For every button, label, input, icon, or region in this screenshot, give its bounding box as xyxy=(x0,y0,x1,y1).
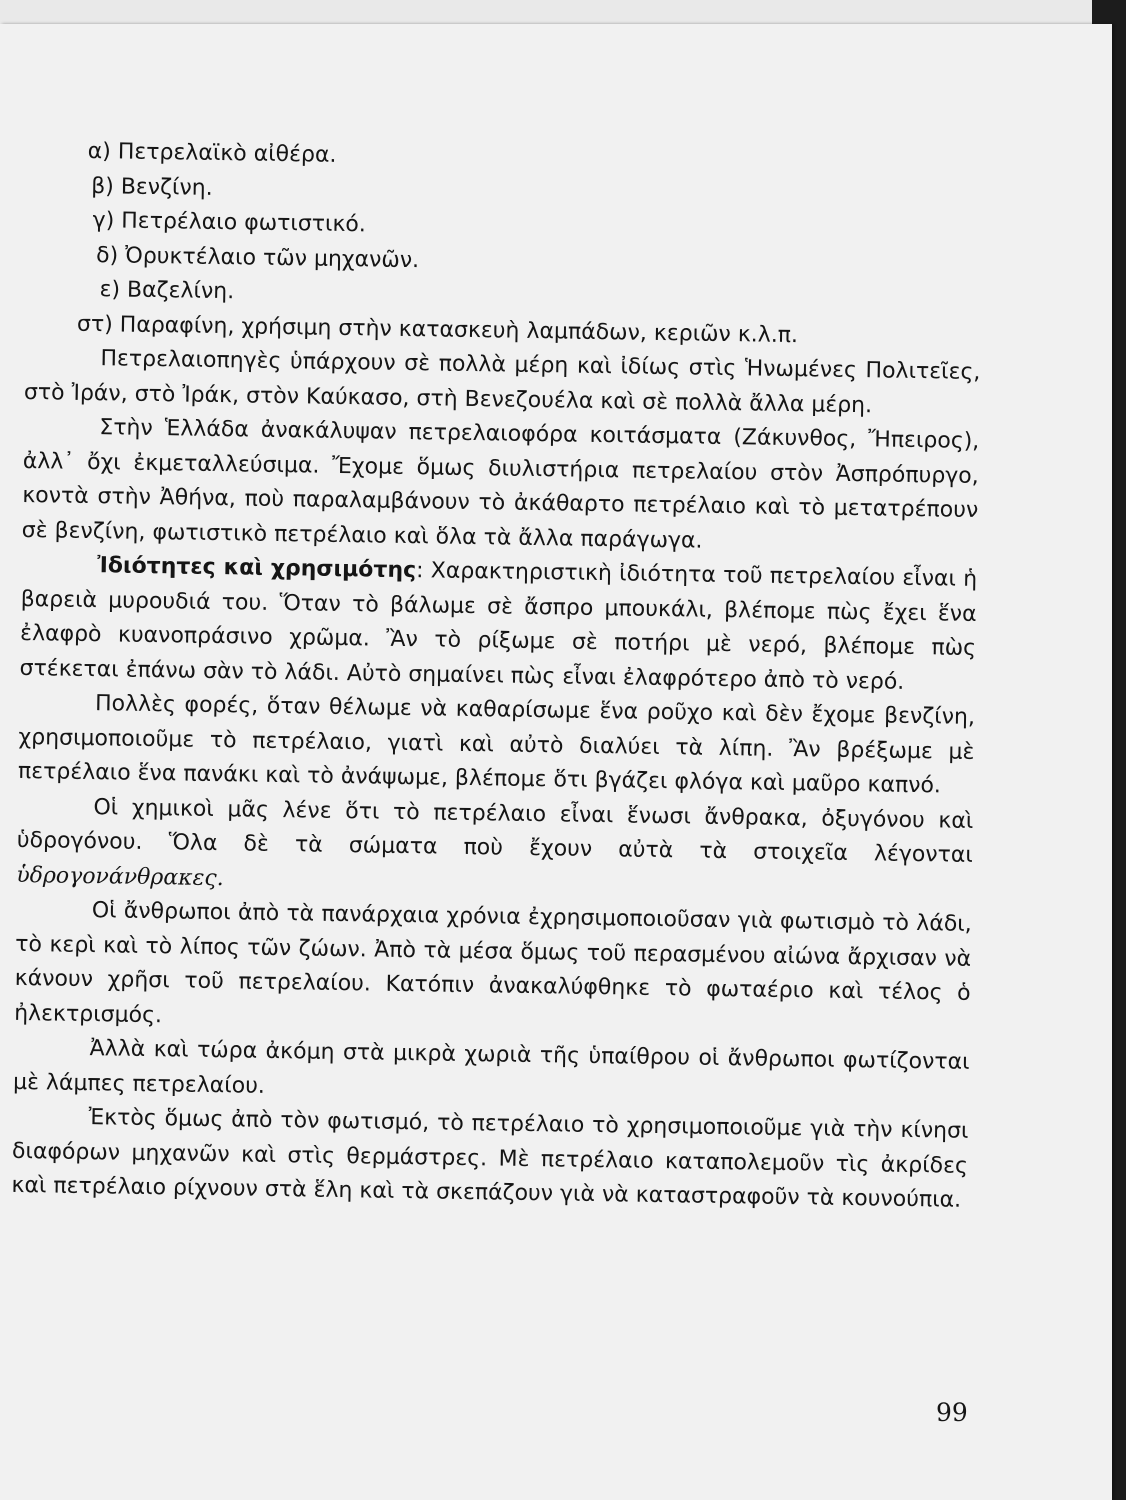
page-number: 99 xyxy=(936,1398,968,1427)
paragraph-villages: Ἀλλὰ καὶ τώρα ἀκόμη στὰ μικρὰ χωριὰ τῆς ὑπαίθρου οἱ ἄνθρωποι φωτίζονται μὲ λάμπες πετρελαίου. xyxy=(12,1036,970,1099)
properties-text: : Χαρακτηριστικὴ ἰδιότητα τοῦ πετρελαίου εἶναι ἡ βαρειὰ μυρουδιά του. Ὅταν τὸ βάλωμε σὲ ἄσπρο μπουκάλι, βλέπομε πὼς ἔχει ἕνα ἐλαφρὸ κυανοπράσινο χρῶμα. Ἂν τὸ ρίξωμε σὲ ποτήρι μὲ νερό, βλέπομε πὼς στέκεται ἐπάνω σὰν τὸ λάδι. Αὐτὸ σημαίνει πὼς εἶναι ἐλαφρότερο ἀπὸ τὸ νερό. xyxy=(19,558,978,695)
list-item-b: β) Βενζίνη. xyxy=(90,173,213,201)
list-item-a: α) Πετρελαϊκὸ αἰθέρα. xyxy=(87,138,337,168)
list-item-d: δ) Ὀρυκτέλαιο τῶν μηχανῶν. xyxy=(95,242,420,273)
paragraph-uses: Ἐκτὸς ὅμως ἀπὸ τὸν φωτισμό, τὸ πετρέλαιο τὸ χρησιμοποιοῦμε γιὰ τὴν κίνησι διαφόρων μηχανῶν καὶ στὶς θερμάστρες. Μὲ πετρέλαιο καταπολεμοῦν τὶς ἀκρίδες καὶ πετρέλαιο ρίχνουν στὰ ἕλη καὶ τὰ σκεπάζουν γιὰ νὰ καταστραφοῦν τὰ κουνούπια. xyxy=(11,1105,969,1213)
paragraph-oil-wells: Πετρελαιοπηγὲς ὑπάρχουν σὲ πολλὰ μέρη καὶ ἰδίως στὶς Ἡνωμένες Πολιτεῖες, στὸ Ἰράν, στὸ Ἰράκ, στὸν Καύκασο, στὴ Βενεζουέλα καὶ σὲ πολλὰ ἄλλα μέρη. xyxy=(23,346,981,418)
hydrocarbons-term: ὑδρογονάνθρακες. xyxy=(16,862,224,891)
properties-heading: Ἰδιότητες καὶ χρησιμότης xyxy=(97,553,417,584)
list-item-st: στ) Παραφίνη, χρήσιμη στὴν κατασκευὴ λαμπάδων, κεριῶν κ.λ.π. xyxy=(76,311,799,348)
page-sheet xyxy=(0,24,1112,1500)
paragraph-cleaning: Πολλὲς φορές, ὅταν θέλωμε νὰ καθαρίσωμε ἕνα ροῦχο καὶ δὲν ἔχομε βενζίνη, χρησιμοποιοῦμε τὸ πετρέλαιο, γιατὶ καὶ αὐτὸ διαλύει τὰ λίπη. Ἂν βρέξωμε μὲ πετρέλαιο ἕνα πανάκι καὶ τὸ ἀνάψωμε, βλέπομε ὅτι βγάζει φλόγα καὶ μαῦρο καπνό. xyxy=(17,691,976,799)
list-item-c: γ) Πετρέλαιο φωτιστικό. xyxy=(92,208,367,238)
list-item-e: ε) Βαζελίνη. xyxy=(99,277,235,305)
chemistry-text: Οἱ χημικοὶ μᾶς λένε ὅτι τὸ πετρέλαιο εἶναι ἕνωσι ἄνθρακα, ὀξυγόνου καὶ ὑδρογόνου. Ὅλα δὲ τὰ σώματα ποὺ ἔχουν αὐτὰ τὰ στοιχεῖα λέγονται xyxy=(16,794,974,868)
paragraph-chemistry xyxy=(16,789,974,908)
paragraph-properties xyxy=(19,548,977,701)
paragraph-greece: Στὴν Ἑλλάδα ἀνακάλυψαν πετρελαιοφόρα κοιτάσματα (Ζάκυνθος, Ἤπειρος), ἀλλ᾽ ὄχι ἐκμεταλλεύσιμα. Ἔχομε ὅμως διυλιστήρια πετρελαίου στὸν Ἀσπρόπυργο, κοντὰ στὴν Ἀθήνα, ποὺ παραλαμβάνουν τὸ ἀκάθαρτο πετρέλαιο καὶ τὸ μετατρέπουν σὲ βενζίνη, φωτιστικὸ πετρέλαιο καὶ ὅλα τὰ ἄλλα παράγωγα. xyxy=(21,415,980,554)
paragraph-history: Οἱ ἄνθρωποι ἀπὸ τὰ πανάρχαια χρόνια ἐχρησιμοποιοῦσαν γιὰ φωτισμὸ τὸ λάδι, τὸ κερὶ καὶ τὸ λίπος τῶν ζώων. Ἀπὸ τὰ μέσα ὅμως τοῦ περασμένου αἰώνα ἄρχισαν νὰ κάνουν χρῆσι τοῦ πετρελαίου. Κατόπιν ἀνακαλύφθηκε τὸ φωταέριο καὶ τέλος ὁ ἠλεκτρισμός. xyxy=(13,898,972,1028)
page-body xyxy=(11,134,984,1218)
